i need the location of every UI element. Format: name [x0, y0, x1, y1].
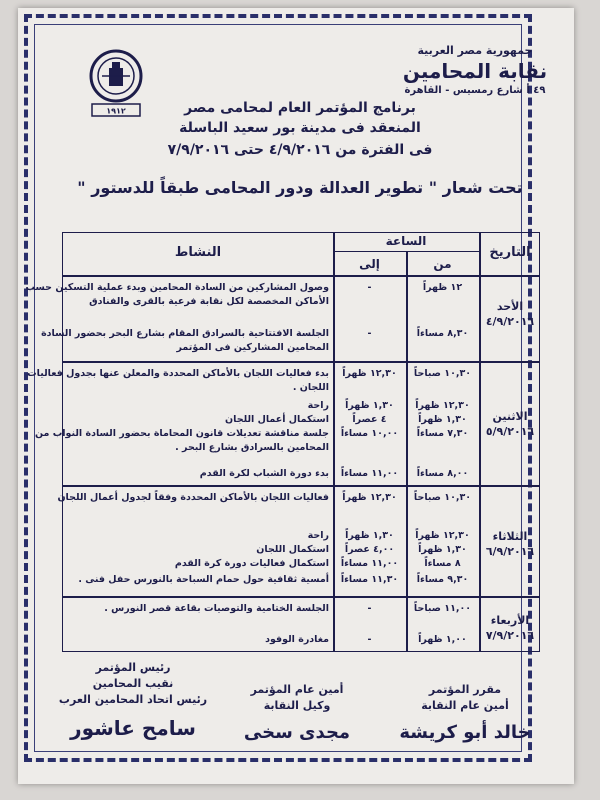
time-to: ١,٣٠ ظهراً [345, 400, 394, 411]
activity-text: استكمال فعاليات دورة كرة القدم [174, 558, 329, 569]
time-to: ١٠,٠٠ مساءاً [340, 428, 399, 439]
signature-name: سامح عاشور [70, 716, 196, 740]
program-period: فى الفترة من ٤/٩/٢٠١٦ حتى ٧/٩/٢٠١٦ [167, 142, 433, 158]
organization-address: ٤٩ أ شارع رمسيس - القاهرة [404, 85, 546, 96]
signature-block-president [48, 660, 218, 740]
signature-title: أمين عام المؤتمر [250, 683, 344, 696]
time-from: ١٠,٣٠ صباحاً [413, 368, 472, 379]
activity-text [25, 281, 329, 309]
time-to: - [367, 328, 372, 339]
signature-name: خالد أبو كريشة [399, 722, 531, 743]
logo-year: ١٩١٢ [106, 106, 126, 116]
header-from: من [433, 257, 452, 271]
letterhead [400, 44, 550, 96]
time-to: - [367, 603, 372, 614]
activity-line: جلسة مناقشة تعديلات قانون المحاماة بحضور السادة النواب من [34, 428, 329, 439]
activity-text [27, 367, 329, 395]
signature-title: رئيس المؤتمر [95, 661, 171, 674]
header-to: إلى [359, 257, 380, 271]
time-to: ١١,٣٠ مساءاً [340, 574, 399, 585]
day-cell [479, 299, 541, 329]
day-name: الأربعاء [490, 614, 530, 627]
day-separator [63, 485, 539, 487]
program-location: المنعقد فى مدينة بور سعيد الباسلة [179, 120, 421, 136]
time-to: ١٢,٣٠ ظهراً [342, 368, 397, 379]
activity-text: مغادرة الوفود [265, 634, 329, 645]
day-date: ٦/٩/٢٠١٦ [485, 545, 535, 558]
time-from: ١٢,٣٠ ظهراً [415, 530, 470, 541]
time-to: - [367, 282, 372, 293]
signature-block-rapporteur [390, 682, 540, 743]
day-cell [479, 529, 541, 559]
time-from: ١,٠٠ ظهراً [418, 634, 467, 645]
signature-title: رئيس اتحاد المحامين العرب [58, 693, 208, 706]
time-to: ١,٣٠ ظهراً [345, 530, 394, 541]
time-to: - [367, 634, 372, 645]
time-from: ٧,٣٠ مساءاً [416, 428, 469, 439]
signature-name: مجدى سخى [243, 722, 351, 743]
signature-title: مقرر المؤتمر [428, 683, 502, 696]
signature-block-secretary [222, 682, 372, 743]
program-slogan: تحت شعار " تطوير العدالة ودور المحامى طبقاً للدستور " [77, 178, 523, 197]
signature-title: أمين عام النقابة [421, 699, 509, 712]
day-cell [479, 613, 541, 643]
day-name: الثلاثاء [492, 530, 528, 543]
activity-text: فعاليات اللجان بالأماكن المحددة وفقاً لجدول أعمال اللجان [57, 492, 329, 503]
signature-title: وكيل النقابة [263, 699, 331, 712]
col-divider [333, 233, 335, 651]
day-date: ٤/٩/٢٠١٦ [485, 315, 535, 328]
header-activity: النشاط [174, 245, 222, 260]
time-to: ٤,٠٠ عصراً [344, 544, 395, 555]
time-from: ٨ مساءاً [424, 558, 461, 569]
time-to: ١١,٠٠ مساءاً [340, 558, 399, 569]
activity-text: راحة [307, 400, 329, 411]
day-separator [63, 596, 539, 598]
activity-line: المحامين المشاركين فى المؤتمر [176, 342, 329, 353]
activity-text: بدء دورة الشباب لكرة القدم [199, 468, 329, 479]
time-from: ٨,٠٠ مساءاً [416, 468, 469, 479]
time-from: ١,٣٠ ظهراً [418, 544, 467, 555]
time-from: ١٢ ظهراً [422, 282, 463, 293]
activity-line: الجلسة الافتتاحية بالسرادق المقام بشارع البحر بحضور السادة [41, 328, 329, 339]
col-divider [406, 251, 408, 651]
activity-text: استكمال أعمال اللجان [225, 414, 329, 425]
organization-name: نقابة المحامين [402, 59, 548, 83]
activity-text: أمسية ثقافية حول حمام السباحة بالنورس حفل فنى . [78, 574, 329, 585]
header-time: الساعة [385, 234, 427, 248]
activity-text [34, 427, 329, 455]
time-from: ١٠,٣٠ صباحاً [413, 492, 472, 503]
time-to: ١١,٠٠ مساءاً [340, 468, 399, 479]
signature-title: نقيب المحامين [92, 677, 174, 690]
time-from: ١,٣٠ ظهراً [418, 414, 467, 425]
time-from: ١٢,٣٠ ظهراً [415, 400, 470, 411]
header-bottom-line [63, 275, 539, 277]
country-name: جمهورية مصر العربية [417, 44, 533, 57]
time-to: ٤ عصراً [352, 414, 387, 425]
day-separator [63, 361, 539, 363]
activity-line: الأماكن المخصصة لكل نقابة فرعية بالقرى والفنادق [89, 296, 329, 307]
time-from: ٩,٣٠ مساءاً [416, 574, 469, 585]
time-to: ١٢,٣٠ ظهراً [342, 492, 397, 503]
time-from: ٨,٣٠ مساءاً [416, 328, 469, 339]
time-from: ١١,٠٠ صباحاً [413, 603, 472, 614]
activity-text: استكمال اللجان [256, 544, 329, 555]
activity-line: بدء فعاليات اللجان بالأماكن المحددة والمعلن عنها بجدول فعاليات [27, 368, 329, 379]
day-name: الأحد [496, 300, 524, 313]
day-name: الاثنين [492, 410, 528, 423]
header-date: التاريخ [489, 245, 531, 260]
activity-text: راحة [307, 530, 329, 541]
activity-text [41, 327, 329, 355]
activity-line: المحامين بالسرادق بشارع البحر . [175, 442, 329, 453]
day-date: ٧/٩/٢٠١٦ [485, 629, 535, 642]
program-title: برنامج المؤتمر العام لمحامى مصر [184, 100, 416, 116]
activity-line: وصول المشاركين من السادة المحامين وبدء عملية التسكين حسب [25, 282, 329, 293]
schedule-table [25, 232, 540, 652]
day-date: ٥/٩/٢٠١٦ [485, 425, 535, 438]
col-divider [479, 233, 481, 651]
day-cell [479, 409, 541, 439]
activity-text: الجلسة الختامية والتوصيات بقاعة قصر النورس . [104, 603, 329, 614]
activity-line: اللجان . [292, 382, 329, 393]
